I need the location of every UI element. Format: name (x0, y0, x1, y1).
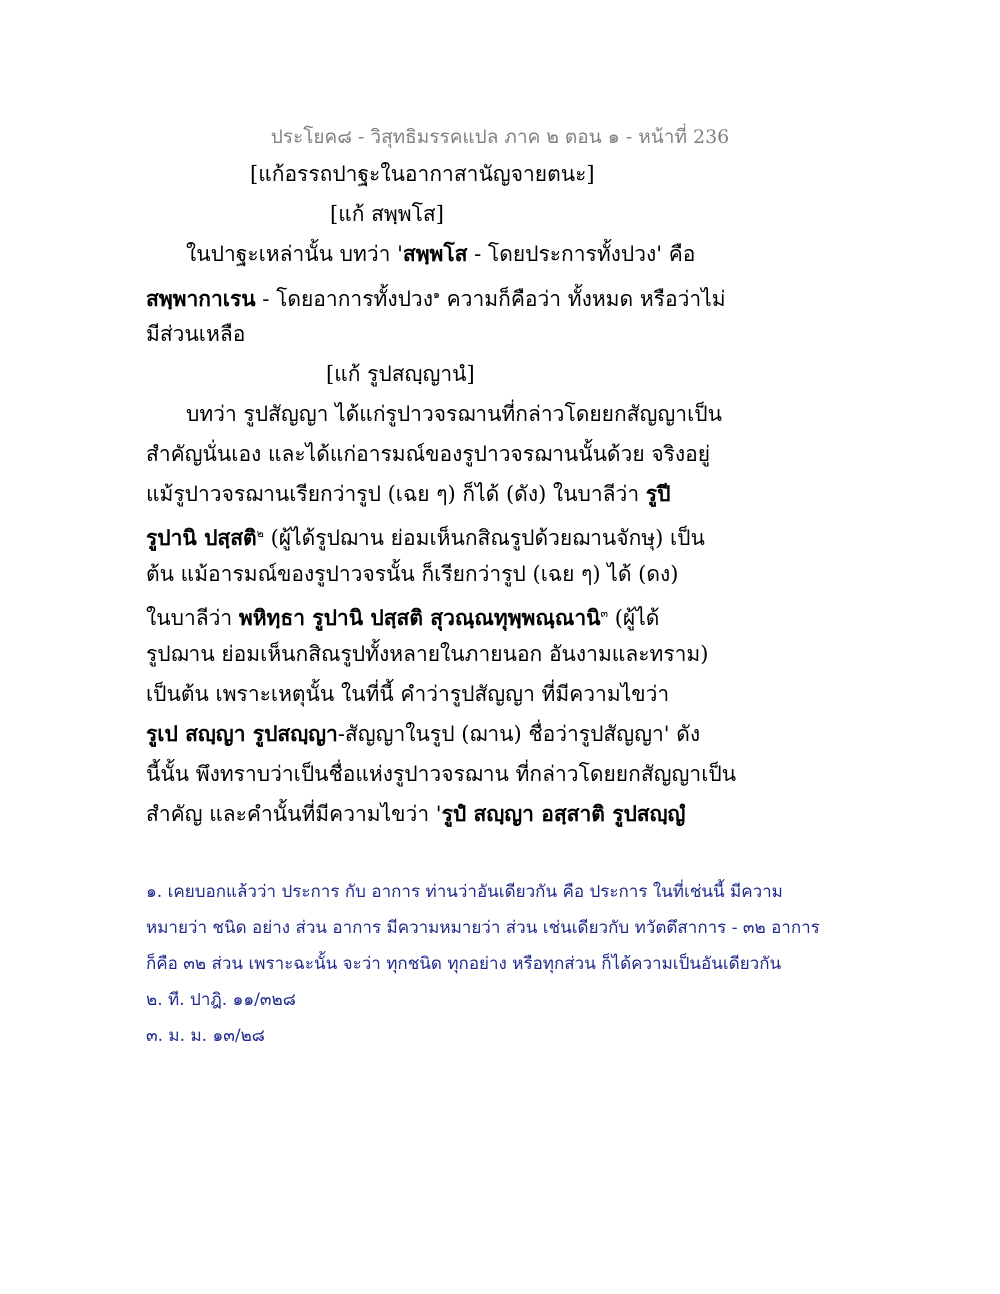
paragraph-line: รูเป สญฺญา รูปสญฺญา-สัญญาในรูป (ฌาน) ชื่อว่ารูปสัญญา' ดัง (146, 721, 701, 746)
footnote-3: ๓. ม. ม. ๑๓/๒๘ (146, 1026, 265, 1046)
paragraph-line: นี้นั้น พึงทราบว่าเป็นชื่อแห่งรูปาวจรฌาน ที่กล่าวโดยยกสัญญาเป็น (146, 762, 737, 786)
section-heading: [แก้ สพฺพโส] (330, 202, 444, 226)
paragraph-line: ในบาลีว่า พหิทฺธา รูปานิ ปสฺสติ สุวณฺณทุพฺพณฺณานิ$^๓$ (ผู้ได้ (146, 605, 660, 630)
footnote-1-cont: ก็คือ ๓๒ ส่วน เพราะฉะนั้น จะว่า ทุกชนิด ทุกอย่าง หรือทุกส่วน ก็ได้ความเป็นอันเดียวกัน (146, 954, 782, 974)
paragraph-line: ต้น แม้อารมณ์ของรูปาวจรนั้น ก็เรียกว่ารูป (เฉย ๆ) ได้ (ดง) (146, 562, 679, 586)
paragraph-line: รูปานิ ปสฺสติ$^๒$ (ผู้ได้รูปฌาน ย่อมเห็นกสิณรูปด้วยฌานจักษุ) เป็น (146, 525, 705, 550)
page-header: ประโยค๘ - วิสุทธิมรรคแปล ภาค ๒ ตอน ๑ - หน้าที่ 236 (270, 126, 730, 148)
paragraph-line: มีส่วนเหลือ (146, 322, 246, 346)
paragraph-line: สำคัญนั่นเอง และได้แก่อารมณ์ของรูปาวจรฌานนั้นด้วย จริงอยู่ (146, 442, 711, 466)
section-heading: [แก้ รูปสญฺญานํ] (326, 362, 475, 386)
paragraph-line: แม้รูปาวจรฌานเรียกว่ารูป (เฉย ๆ) ก็ได้ (ดัง) ในบาลีว่า รูปี (146, 481, 671, 506)
paragraph-line: บทว่า รูปสัญญา ได้แก่รูปาวจรฌานที่กล่าวโดยยกสัญญาเป็น (186, 402, 722, 426)
paragraph-line: รูปฌาน ย่อมเห็นกสิณรูปทั้งหลายในภายนอก อันงามและทราม) (146, 642, 709, 666)
footnote-ref: ๓ (600, 607, 609, 620)
footnote-ref: ๑ (432, 288, 440, 301)
footnote-1-cont: หมายว่า ชนิด อย่าง ส่วน อาการ มีความหมายว่า ส่วน เช่นเดียวกับ ทวัตตึสาการ - ๓๒ อาการ (146, 918, 820, 938)
paragraph-line: เป็นต้น เพราะเหตุนั้น ในที่นี้ คำว่ารูปสัญญา ที่มีความไขว่า (146, 682, 670, 706)
footnote-1: ๑. เคยบอกแล้วว่า ประการ กับ อาการ ท่านว่าอันเดียวกัน คือ ประการ ในที่เช่นนี้ มีความ (146, 882, 783, 902)
paragraph-line: สำคัญ และคำนั้นที่มีความไขว่า 'รูปํ สญฺญา อสฺสาติ รูปสญฺญํ (146, 801, 686, 826)
section-heading: [แก้อรรถปาฐะในอากาสานัญจายตนะ] (250, 162, 595, 186)
footnote-ref: ๒ (256, 527, 264, 540)
paragraph-line: ในปาฐะเหล่านั้น บทว่า 'สพฺพโส - โดยประการทั้งปวง' คือ (186, 241, 696, 266)
paragraph-line: สพฺพากาเรน - โดยอาการทั้งปวง$^๑$ ความก็คือว่า ทั้งหมด หรือว่าไม่ (146, 286, 726, 311)
footnote-2: ๒. ที. ปาฎิ. ๑๑/๓๒๘ (146, 990, 296, 1010)
